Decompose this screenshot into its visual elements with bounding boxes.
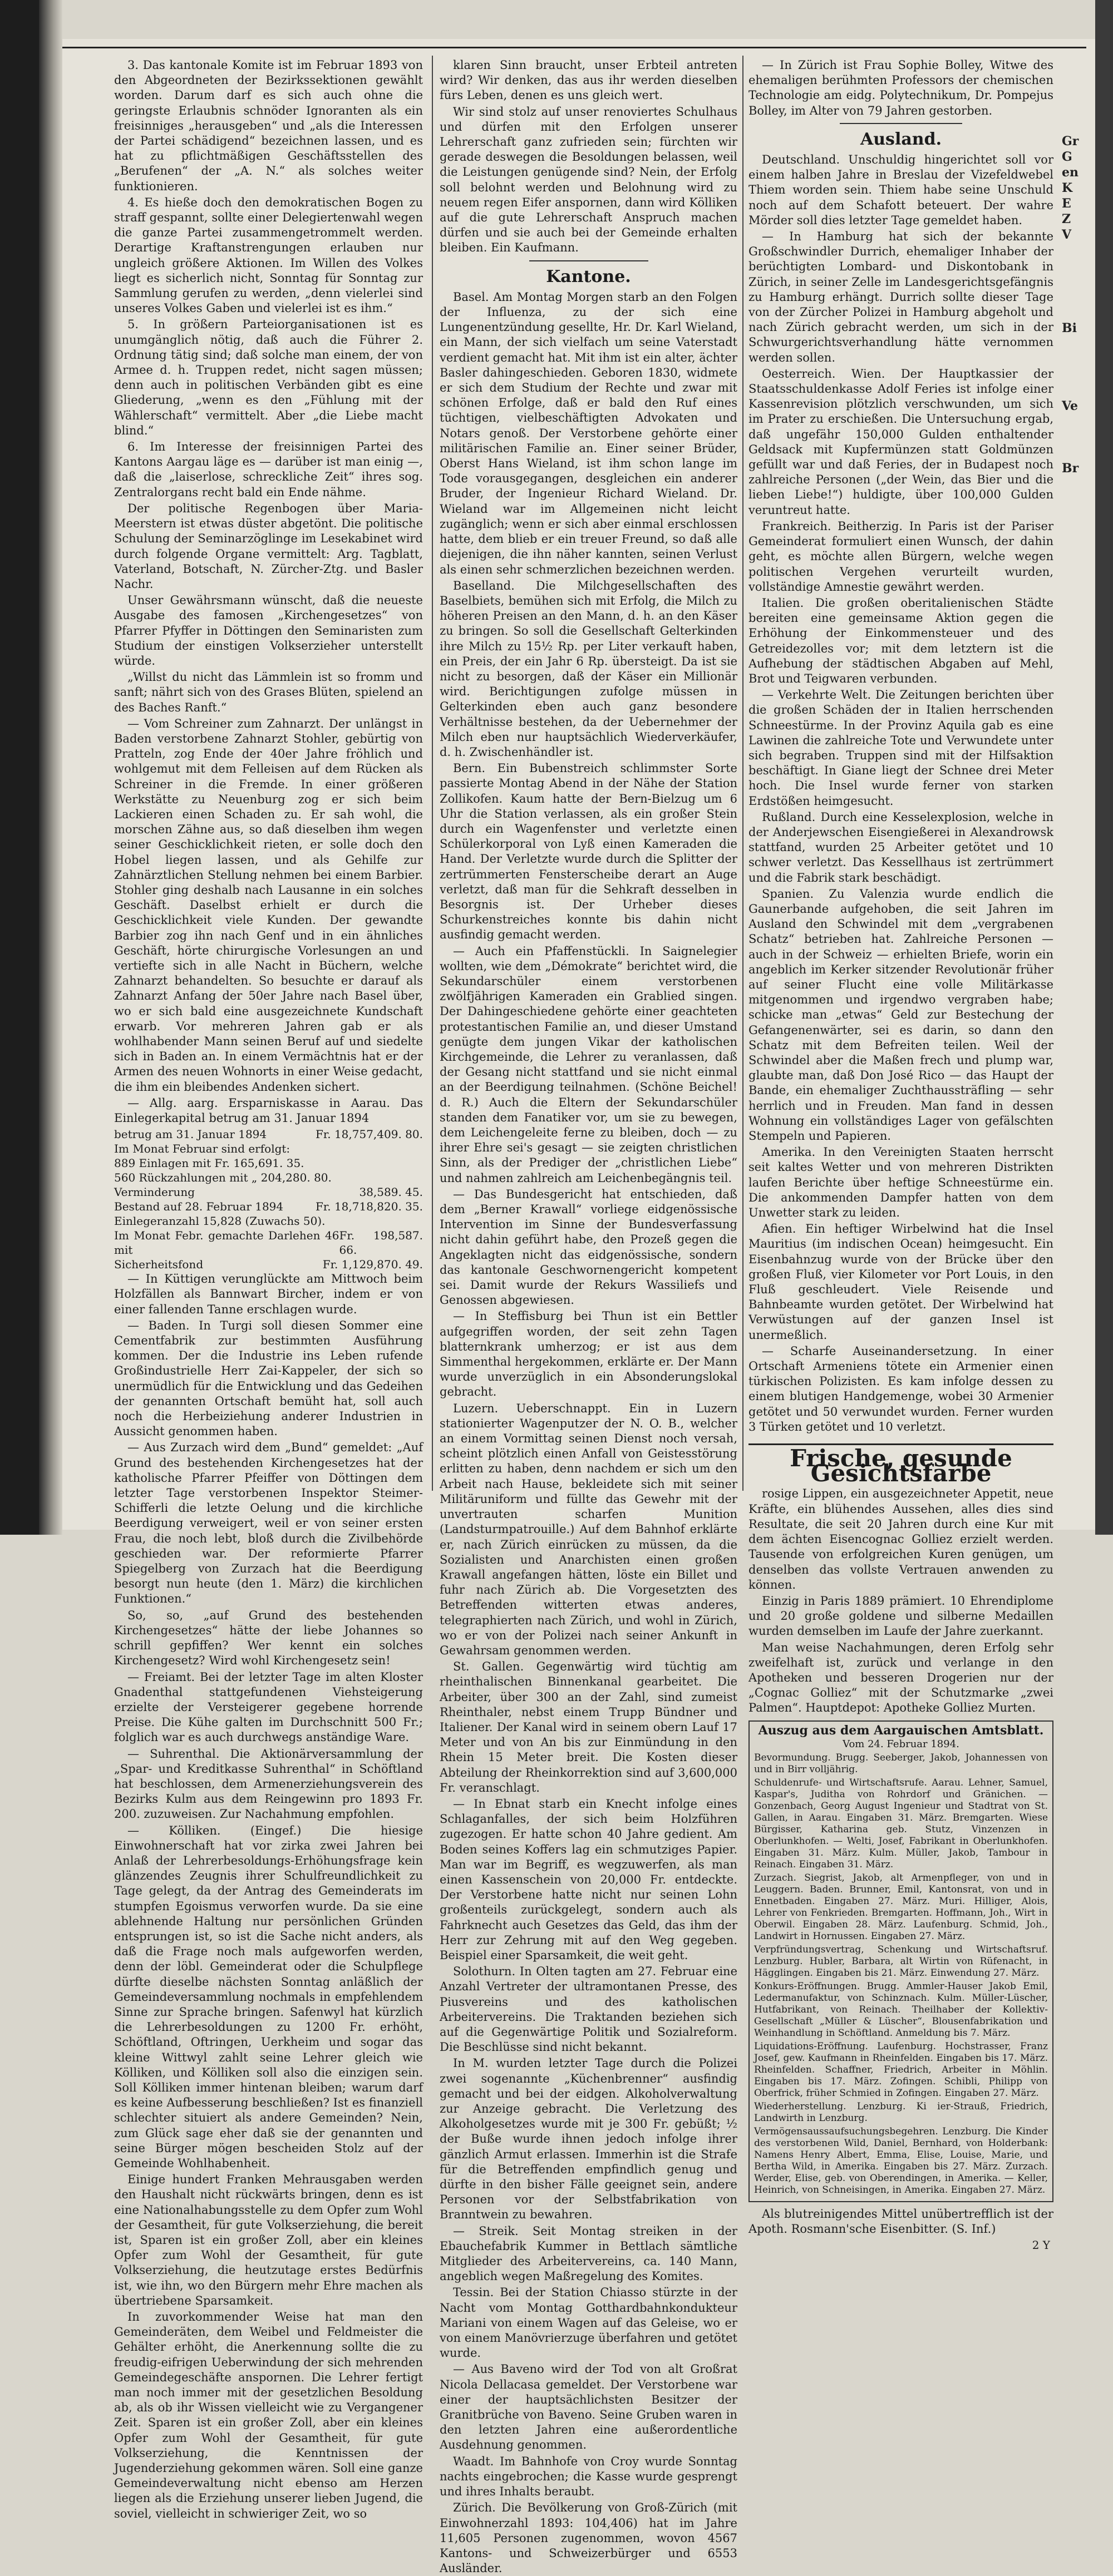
paragraph: 6. Im Interesse der freisinnigen Partei des Kantons Aargau läge es — darüber ist man einig —, daß die „laiserlose, schreckliche Zeit“ ihres sog. Zentralorgans recht bald ein Ende nähme. <box>114 440 423 499</box>
column-1 <box>114 58 423 2520</box>
amtsblatt-title: Auszug aus dem Aargauischen Amtsblatt. <box>758 1723 1044 1738</box>
table-row <box>114 1257 423 1272</box>
adjacent-page-edge-text: Gr G en K E Z V Bi Ve Br <box>1062 134 1079 476</box>
table-row <box>114 1156 423 1170</box>
paragraph: — In Ebnat starb ein Knecht infolge eines Schlaganfalles, der sich beim Holzführen zugezogen. Er hatte schon 40 Jahre gedient. Am Boden seines Koffers lag ein schmutziges Papier. Man war im Begriff, es wegzuwerfen, als man einen Kassenschein von 20,000 Fr. entdeckte. Der Verstorbene hatte nicht nur seinen Lohn großenteils zurückgelegt, sondern auch als Fahrknecht auch Gesetzes das Geld, das ihm der Herr zur Zehrung mit auf den Weg gegeben. Beispiel einer Sparsamkeit, die weit geht. <box>440 1797 737 1962</box>
table-row <box>114 1228 423 1257</box>
section-heading: Kantone. <box>546 266 631 286</box>
table-row <box>114 1214 423 1228</box>
paragraph: — Das Bundesgericht hat entschieden, daß dem „Berner Krawall“ vorliege eidgenössische Intervention im Sinne der Bundesverfassung nicht dahin geführt habe, den Prozeß gegen die Angeklagten nicht das eidgenössische, sondern das kantonale Geschwornengericht kompetent sei. Damit wurde der Rekurs Wassiliefs und Genossen abgewiesen. <box>440 1187 737 1307</box>
paragraph: — Aus Zurzach wird dem „Bund“ gemeldet: „Auf Grund des bestehenden Kirchengesetzes hat der katholische Pfarrer Pfeiffer von Döttingen dem letzter Tage verstorbenen Inspektor Steimer-Schifferli die letzte Oelung und die kirchliche Beerdigung verweigert, weil er von seiner ersten Frau, die noch lebt, bloß durch die Zivilbehörde geschieden war. Der reformierte Pfarrer Spiegelberg von Zurzach hat die Beerdigung besorgt nun heute (den 1. März) die kirchlichen Funktionen.“ <box>114 1441 423 1606</box>
amtsblatt-date: Vom 24. Februar 1894. <box>843 1738 959 1750</box>
paragraph: — Verkehrte Welt. Die Zeitungen berichten über die großen Schäden der in Italien herrschenden Schneestürme. In der Provinz Aquila gab es eine Lawinen die zahlreiche Tote und Verwundete unter sich begraben. Truppen sind mit der Hilfsaktion beschäftigt. In Giane liegt der Schnee drei Meter hoch. Die Insel wurde ferner von starken Erdstößen heimgesucht. <box>748 688 1053 808</box>
top-rule <box>62 47 1086 48</box>
paragraph: — Auch ein Pfaffenstückli. In Saignelegier wollten, wie dem „Démokrate“ berichtet wird, die Sekundarschüler einem verstorbenen zwölfjährigen Kameraden ein Grablied singen. Der Dahingeschiedene gehörte einer geachteten protestantischen Familie an, und dieser Umstand genügte dem jungen Vikar der katholischen Kirchgemeinde, die Lehrer zu veranlassen, daß der Gesang nicht stattfand und sie nicht einmal an der Beerdigung teilnahmen. (Schöne Beichel! d. R.) Auch die Eltern der Sekundarschüler standen dem Fanatiker vor, um sie zu bewegen, dem Leichengeleite ferne zu bleiben, doch — zu ihrer Ehre sei's gesagt — sie zeigten christlichen Sinn, als der Prediger der „christlichen Liebe“ und nahmen zahlreich am Leichenbegängnis teil. <box>440 944 737 1185</box>
table-cell: Einlegeranzahl 15,828 (Zuwachs 50). <box>114 1214 326 1228</box>
amtsblatt-entry: Konkurs-Eröffnungen. Brugg. Ammler-Hauser Jakob Emil, Ledermanufaktur, von Schinznach. Kulm. Müller-Lüscher, Hutfabrikant, von Reinach. Theilhaber der Kollektiv-Gesellschaft „Müller & Lüscher“, Blousenfabrikation und Weinhandlung in Schöftland. Anmeldung bis 7. März. <box>754 1980 1048 2039</box>
paragraph: 3. Das kantonale Komite ist im Februar 1893 von den Abgeordneten der Bezirkssektionen gewählt worden. Darum darf es sich auch ohne die geringste Erlaubnis schnöder Ignoranten als ein freisinniges „herausgeben“ und „als die Interessen der Partei schädigend“ bezeichnen lassen, und es hat zu pflichtmäßigen Geschäftsstellen des „Berufenen“ der „A. N.“ als solches weiter funktionieren. <box>114 58 423 193</box>
table-row <box>114 1199 423 1214</box>
section-divider <box>529 260 648 261</box>
paragraph: Bern. Ein Bubenstreich schlimmster Sorte passierte Montag Abend in der Nähe der Station Zollikofen. Kaum hatte der Bern-Bielzug um 6 Uhr die Station verlassen, als ein großer Stein durch ein Wagenfenster und verletzte einen Schülerkorporal von Lyß einen Kameraden die Hand. Der Verletzte wurde durch die Splitter der zertrümmerten Fensterscheibe derart an Auge verletzt, daß man für die Sehkraft desselben in Besorgnis ist. Der Urheber dieses Schurkenstreiches konnte bis dahin nicht ausfindig gemacht werden. <box>440 762 737 942</box>
paragraph: — In Zürich ist Frau Sophie Bolley, Witwe des ehemaligen berühmten Professors der chemischen Technologie am eidg. Polytechnikum, Dr. Pompejus Bolley, im Alter von 79 Jahren gestorben. <box>748 58 1053 117</box>
paragraph: Waadt. Im Bahnhofe von Croy wurde Sonntag nachts eingebrochen; die Kasse wurde gesprengt und ihres Inhalts beraubt. <box>440 2454 737 2499</box>
amtsblatt-entry: Bevormundung. Brugg. Seeberger, Jakob, Johannessen von und in Birr volljährig. <box>754 1752 1048 1775</box>
paragraph: — Aus Baveno wird der Tod von alt Großrat Nicola Dellacasa gemeldet. Der Verstorbene war einer der hauptsächlichsten Besitzer der Granitbrüche von Baveno. Seine Gruben waren in den letzten Jahren eine außerordentliche Ausdehnung genommen. <box>440 2362 737 2452</box>
paragraph: Oesterreich. Wien. Der Hauptkassier der Staatsschuldenkasse Adolf Feries ist infolge einer Kassenrevision plötzlich verschwunden, um sich im Prater zu erschießen. Die Untersuchung ergab, daß ungefähr 150,000 Gulden enthaltender Geldsack mit Kupfermünzen statt Goldmünzen gefüllt war und daß Feries, der in Budapest noch zahlreiche Personen („der Wein, das Bier und die lieben Liebe!“) huldigte, über 100,000 Gulden veruntreut hatte. <box>748 367 1053 517</box>
savings-table <box>114 1127 423 1272</box>
paragraph: — Baden. In Turgi soll diesen Sommer eine Cementfabrik zur bestimmten Ausführung kommen. Der die Industrie ins Leben rufende Großindustrielle Herr Zai-Kappeler, der sich so unermüdlich für die Entwicklung und das Gedeihen der genannten Ortschaft bemüht hat, soll auch noch die Herbeiziehung anderer Industrien in Aussicht genommen haben. <box>114 1318 423 1438</box>
paragraph: 4. Es hieße doch den demokratischen Bogen zu straff gespannt, sollte einer Delegiertenwahl wegen die ganze Partei zusammengetrommelt werden. Derartige Kraftanstrengungen erlauben nur ungleich größere Aktionen. Im Willen des Volkes liegt es sicherlich nicht, Sonntag für Sonntag zur Sammlung gerufen zu werden, „denn vielerlei sind unseres Volkes Gaben und vielerlei ist es ihm.“ <box>114 195 423 315</box>
table-row <box>114 1127 423 1141</box>
page-mark: 2 Y <box>1032 2238 1050 2252</box>
paragraph: Rußland. Durch eine Kesselexplosion, welche in der Anderjewschen Eisengießerei in Alexandrowsk stattfand, wurden 25 Arbeiter getötet und 10 schwer verletzt. Das Kessellhaus ist zertrümmert und die Fabrik stark beschädigt. <box>748 810 1053 884</box>
paragraph: — Kölliken. (Eingef.) Die hiesige Einwohnerschaft hat vor zirka zwei Jahren bei Anlaß der Lehrerbesoldungs-Erhöhungsfrage kein glänzendes Zeugnis ihrer Schulfreundlichkeit zu Tage gelegt, da der Antrag des Gemeinderats im stumpfen Egoismus verworfen wurde. Da sie eine ablehnende Haltung nur persönlichen Gründen entsprungen ist, so ist die Sache nicht anders, als daß die Frage noch mals aufgeworfen werden, denn der löbl. Gemeinderat oder die Schulpflege dürfte dieselbe nächsten Sonntag anläßlich der Gemeindeversammlung nochmals in empfehlendem Sinne zur Sprache bringen. Safenwyl hat kürzlich die Lehrerbesoldungen zu 1200 Fr. erhöht, Schöftland, Oftringen, Uerkheim und sogar das kleine Wittwyl zahlt seine Lehrer gleich wie Kölliken, und Kölliken soll also die einzigen sein. Soll Kölliken immer hintenan bleiben; warum darf es keine Aufbesserung beschließen? Ist es finanziell schlechter situiert als andere Gemeinden? Nein, zum Glück sage eher daß sie der genannten und seine Bürger mögen bescheiden Stolz auf der Gemeinde Wohlhabenheit. <box>114 1823 423 2170</box>
table-cell: Fr. 18,757,409. 80. <box>316 1128 423 1141</box>
table-cell: Fr. 18,718,820. 35. <box>316 1200 423 1214</box>
paragraph: — Suhrenthal. Die Aktionärversammlung der „Spar- und Kreditkasse Suhrenthal“ in Schöftland hat beschlossen, dem Armenerziehungsverein des Bezirks Kulm aus dem Reingewinn pro 1893 Fr. 200. zuzuweisen. Zur Nachahmung empfohlen. <box>114 1747 423 1821</box>
amtsblatt-entry: Zurzach. Siegrist, Jakob, alt Armenpfleger, von und in Leuggern. Baden. Brunner, Emil, Kantonsrat, von und in Ennetbaden. Eingaben 27. März. Muri. Hilliger, Alois, Lehrer von Fenkrieden. Bremgarten. Hoffmann, Joh., Wirt in Oberwil. Eingaben 28. März. Laufenburg. Schmid, Joh., Landwirt in Hornussen. Eingaben 27. März. <box>754 1872 1048 1942</box>
table-cell: 38,589. 45. <box>359 1185 423 1199</box>
paragraph: Baselland. Die Milchgesellschaften des Baselbiets, bemühen sich mit Erfolg, die Milch zu höheren Preisen an den Mann, d. h. an den Käser zu bringen. So soll die Gesellschaft Gelterkinden ihre Milch zu 15½ Rp. per Liter verkauft haben, ein Preis, der ein Jahr 6 Rp. übersteigt. Da ist sie nicht zu besorgen, daß der Käser ein Millionär wird. Berichtigungen zufolge müssen in Gelterkinden eben auch ganz besondere Verhältnisse bestehen, da der Uebernehmer der Milch eben nur hauptsächlich Wiederverkäufer, d. h. Zwischenhändler ist. <box>440 579 737 759</box>
paragraph: Luzern. Ueberschnappt. Ein in Luzern stationierter Wagenputzer der N. O. B., welcher an einem Vormittag seinen Dienst noch versah, scheint plötzlich einen Anfall von Geistesstörung erlitten zu haben, denn nachdem er sich um den Arbeit nach Hause, bekleidete sich mit seiner Militäruniform und füllte das Gewehr mit der unvertrauten scharfen Munition (Landsturmpatrouille.) Auf dem Bahnhof erklärte er, nach Zürich einrücken zu müssen, da die Sozialisten und Anarchisten einen großen Krawall angefangen hätten, löste ein Billet und fuhr nach Zürich ab. Die Vorgesetzten des Betreffenden witterten etwas anderes, telegraphierten nach Zürich, und wohl in Zürich, wo er von der Polizei nach seiner Ankunft in Gewahrsam genommen werden. <box>440 1401 737 1657</box>
paragraph: Basel. Am Montag Morgen starb an den Folgen der Influenza, zu der sich eine Lungenentzündung gesellte, Hr. Dr. Karl Wieland, ein Mann, der sich vielfach um seine Vaterstadt verdient gemacht hat. Mit ihm ist ein alter, ächter Basler dahingeschieden. Geboren 1830, widmete er sich dem Studium der Rechte und zwar mit schönen Erfolge, daß er bald den Ruf eines tüchtigen, vielbeschäftigten Advokaten und Notars genoß. Der Verstorbene gehörte einer militärischen Familie an. Einer seiner Brüder, Oberst Hans Wieland, ist ihm schon lange im Tode vorausgegangen, desgleichen ein anderer Bruder, der Ingenieur Richard Wieland. Dr. Wieland war im Allgemeinen nicht leicht zugänglich; wenn er sich aber einmal erschlossen hatte, dem blieb er ein treuer Freund, so daß alle diejenigen, die ihn näher kannten, seinen Verlust als einen sehr schmerzlichen bezeichnen werden. <box>440 290 737 576</box>
advertisement-text: rosige Lippen, ein ausgezeichneter Appetit, neue Kräfte, ein blühendes Aussehen, alles dies sind Resultate, die seit 20 Jahren durch eine Kur mit dem ächten Eisencognac Golliez erzielt werden. Tausende von erfolgreichen Kuren genügen, um denselben das vollste Vertrauen anwenden zu können. <box>748 1487 1053 1591</box>
table-row <box>114 1141 423 1156</box>
paragraph: 5. In größern Parteiorganisationen ist es unumgänglich nötig, daß auch die Führer 2. Ordnung tätig sind; daß solche man einem, der von Armee d. h. Truppen redet, nicht sagen müssen; denn auch in politischen Verbänden gibt es eine Gliederung, „wenn es den „Fühlung mit der Wählerschaft“ vermittelt. Aber „die Liebe macht blind.“ <box>114 318 423 437</box>
paragraph: In zuvorkommender Weise hat man den Gemeinderäten, dem Weibel und Feldmeister die Gehälter erhöht, die Anerkennung sollte die zu freudig-eifrigen Ueberwindung der sich mehrenden Gemeindegeschäfte anspornen. Die Lehrer fertigt man noch immer mit der gesetzlichen Besoldung ab, als ob ihr Wissen vielleicht wie zu Vergangener Zeit. Sparen ist ein großer Zoll, aber ein kleines Opfer zum Wohl der Gesamtheit, für gute Volkserziehung, die Kenntnissen der Jugenderziehung gekommen wären. Soll eine ganze Gemeindeverwaltung nicht ebenso am Herzen liegen als die Erziehung unserer lieben Jugend, die soviel, vielleicht in schwieriger Zeit, wo so <box>114 2310 423 2520</box>
paragraph: Tessin. Bei der Station Chiasso stürzte in der Nacht vom Montag Gotthardbahnkondukteur Mariani von einem Wagen auf das Geleise, wo er von einem Manövrierzuge überfahren und getötet wurde. <box>440 2286 737 2360</box>
paragraph: In M. wurden letzter Tage durch die Polizei zwei sogenannte „Küchenbrenner“ ausfindig gemacht und bei der eidgen. Alkoholverwaltung zur Anzeige gebracht. Die Verletzung des Alkoholgesetzes wurde mit je 300 Fr. gebüßt; ½ der Buße wurde ihnen jedoch infolge ihrer gänzlich Armut erlassen. Immerhin ist die Strafe für die Betreffenden empfindlich genug und dürfte in den bisher Fälle geeignet sein, andere Personen vor der Selbstfabrikation von Branntwein zu bewahren. <box>440 2056 737 2222</box>
paragraph: Spanien. Zu Valenzia wurde endlich die Gaunerbande aufgehoben, die seit Jahren im Ausland den Schwindel mit dem „vergrabenen Schatz“ betrieben hat. Zahlreiche Personen — auch in der Schweiz — erhielten Briefe, worin ein angeblich im Kerker sitzender Revolutionär früher auf seiner Flucht eine volle Militärkasse mitgenommen und irgendwo vergraben habe; schicke man „etwas“ Geld zur Bestechung der Gefangenenwärter, sei es darin, so dann den Schatz mit dem Befreiten teilen. Weil der Schwindel aber die Maßen frech und plump war, glaubte man, daß Don José Rico — das Haupt der Bande, ein ehemaliger Zuchthaussträfling — sehr herrlich und in Freuden. Man fand in dessen Wohnung ein vollständiges Lager von gefälschten Stempeln und Papieren. <box>748 887 1053 1143</box>
paragraph: klaren Sinn braucht, unser Erbteil antreten wird? Wir denken, das aus ihr werden dieselben fürs Leben, denen es uns gleich wert. <box>440 58 737 102</box>
amtsblatt-entry: Liquidations-Eröffnung. Laufenburg. Hochstrasser, Franz Josef, gew. Kaufmann in Rheinfelden. Eingaben bis 17. März. Rheinfelden. Schaffner, Friedrich, Arbeiter in Möhlin. Eingaben bis 17. März. Zofingen. Schibli, Philipp von Oberfrick, früher Schmied in Zofingen. Eingaben 27. März. <box>754 2040 1048 2099</box>
paragraph: Deutschland. Unschuldig hingerichtet soll vor einem halben Jahre in Breslau der Vizefeldwebel Thiem worden sein. Thiem habe seine Unschuld noch auf dem Schafott beteuert. Der wahre Mörder soll dies letzter Tage gemeldet haben. <box>748 153 1053 227</box>
table-cell: 889 Einlagen mit Fr. 165,691. 35. <box>114 1156 304 1170</box>
amtsblatt-entry: Vermögensaussaufsuchungsbegehren. Lenzburg. Die Kinder des verstorbenen Wild, Daniel, Bernhard, von Holderbank: Namens Henry Albert, Emma, Elise, Louise, Marie, und Bertha Wild, in Amerika. Eingaben bis 27. März. Zurzach. Werder, Elise, geb. von Oberendingen, in Amerika. — Keller, Heinrich, von Schneisingen, in Amerika. Eingaben 27. März. <box>754 2125 1048 2196</box>
section-heading: Ausland. <box>860 129 942 149</box>
amtsblatt-entry: Schuldenrufe- und Wirtschaftsrufe. Aarau. Lehner, Samuel, Kaspar's, Juditha von Rohrdorf und Gränichen. — Gonzenbach, Georg August Ingenieur und Stadtrat von St. Gallen, in Aarau. Eingaben 31. März. Bremgarten. Wiese Bürgisser, Katharina geb. Stutz, Vinzenzen in Oberlunkhofen. — Welti, Josef, Fabrikant in Oberlunkhofen. Eingaben 31. März. Kulm. Müller, Jakob, Tambour in Reinach. Eingaben 31. März. <box>754 1777 1048 1870</box>
paragraph: — Allg. aarg. Ersparniskasse in Aarau. Das Einlegerkapital betrug am 31. Januar 1894 <box>114 1096 423 1125</box>
advertisement-text: Als blutreinigendes Mittel unübertrefflich ist der Apoth. Rosmann'sche Eisenbitter. (S. Inf.) <box>748 2207 1053 2236</box>
column-2 <box>440 58 737 2575</box>
table-row <box>114 1170 423 1185</box>
section-divider <box>840 123 962 124</box>
amtsblatt-entry: Verpfründungsvertrag, Schenkung und Wirtschaftsruf. Lenzburg. Hubler, Barbara, alt Wirtin von Rüfenacht, in Hägglingen. Eingaben bis 21. März. Einwendung 27. März. <box>754 1944 1048 1979</box>
column-rule-1 <box>432 56 433 1491</box>
binding-shadow <box>39 0 62 1535</box>
advertisement-text: Einzig in Paris 1889 prämiert. 10 Ehrendiplome und 20 große goldene und silberne Medaillen wurden demselben im Laufe der Jahre zuerkannt. <box>748 1594 1053 1638</box>
paragraph: St. Gallen. Gegenwärtig wird tüchtig am rheinthalischen Binnenkanal gearbeitet. Die Arbeiter, über 300 an der Zahl, sind zumeist Rheinthaler, nebst einem Trupp Bündner und Italiener. Der Kanal wird in seinem obern Lauf 17 Meter und von An bis zur Einmündung in den Rhein 15 Meter breit. Die Kosten dieser Abteilung der Rheinkorrektion sind auf 3,600,000 Fr. veranschlagt. <box>440 1660 737 1794</box>
book-binding <box>0 0 39 1535</box>
paragraph: — Freiamt. Bei der letzter Tage im alten Kloster Gnadenthal stattgefundenen Viehsteigerung erzielte der Versteigerer gegebene horrende Preise. Die Kühe galten im Durchschnitt 500 Fr.; folglich war es auch durchwegs anständige Ware. <box>114 1670 423 1744</box>
paragraph: — In Küttigen verunglückte am Mittwoch beim Holzfällen als Bannwart Bircher, indem er von einer fallenden Tanne erschlagen wurde. <box>114 1272 423 1316</box>
paragraph: — In Steffisburg bei Thun ist ein Bettler aufgegriffen worden, der seit zehn Tagen blatternkrank umherzog; er ist aus dem Simmenthal hergekommen, erklärte er. Der Mann wurde unverzüglich in ein Absonderungslokal gebracht. <box>440 1309 737 1399</box>
paragraph: Amerika. In den Vereinigten Staaten herrscht seit kaltes Wetter und von mehreren Distrikten laufen Berichte über heftige Schneestürme ein. Die ankommenden Dampfer hatten von dem Unwetter stark zu leiden. <box>748 1145 1053 1220</box>
paragraph: — Vom Schreiner zum Zahnarzt. Der unlängst in Baden verstorbene Zahnarzt Stohler, gebürtig von Pratteln, zog Ende der 40er Jahre fröhlich und wohlgemut mit dem Felleisen auf dem Rücken als Schreiner in die Fremde. In einer größeren Werkstätte zu Neuenburg zog er sich beim Lackieren einen Schaden zu. Er sah wohl, die morschen Zähne aus, so daß dieselben ihm wegen seiner Geschicklichkeit rieten, er solle doch den Hobel liegen lassen, und als Gehilfe zur Zahnärztlichen Stellung nehmen bei einem Barbier. Stohler ging deshalb nach Lausanne in ein solches Geschäft. Daselbst erhielt er durch die Geschicklichkeit viele Kunden. Der gewandte Barbier zog ihn nach Genf und in ein ähnliches Geschäft, hörte chirurgische Vorlesungen an und vertiefte sich in alle Nacht in Büchern, welche Zahnarzt behandelten. So besuchte er darauf als Zahnarzt Anfang der 50er Jahre nach Basel über, wo er sich bald eine ausgezeichnete Kundschaft erwarb. Vor mehreren Jahren gab er als wohlhabender Mann seinen Beruf auf und siedelte sich in Baden an. In einem Vermächtnis hat er der Armen des neuen Wohnorts in einer Weise gedacht, die ihm ein bleibendes Andenken sichert. <box>114 716 423 1094</box>
paragraph: — Streik. Seit Montag streiken in der Ebauchefabrik Kummer in Bettlach sämtliche Mitglieder des Arbeitervereins, ca. 140 Mann, angeblich wegen Maßregelung des Komites. <box>440 2224 737 2283</box>
paragraph: Solothurn. In Olten tagten am 27. Februar eine Anzahl Vertreter der ultramontanen Presse, des Piusvereins und des katholischen Arbeitervereins. Die Traktanden beziehen sich auf die Gegenwärtige Politik und Sozialreform. Die Beschlüsse sind nicht bekannt. <box>440 1965 737 2054</box>
paragraph: — In Hamburg hat sich der bekannte Großschwindler Durrich, ehemaliger Inhaber der berüchtigten Lombard- und Diskontobank in Zürich, in seiner Zelle im Landesgerichtsgefängnis zu Hamburg erhängt. Durrich sollte dieser Tage von der Zürcher Polizei in Hamburg abgeholt und nach Zürich gebracht werden, um sich in der Schwurgerichtsverhandlung hätte vernommen werden sollen. <box>748 230 1053 364</box>
advertisement-text: Man weise Nachahmungen, deren Erfolg sehr zweifelhaft ist, zurück und verlange in den Apotheken und besseren Drogerien nur der „Cognac Golliez“ mit der Schutzmarke „zwei Palmen“. Hauptdepot: Apotheke Golliez Murten. <box>748 1640 1053 1715</box>
table-cell: Fr. 1,129,870. 49. <box>322 1258 423 1272</box>
paragraph: Der politische Regenbogen über Maria-Meerstern ist etwas düster abgetönt. Die politische Schulung der Seminarzöglinge im Lesekabinet wird durch folgende Organe vermittelt: Arg. Tagblatt, Vaterland, Botschaft, N. Zürcher-Ztg. und Basler Nachr. <box>114 501 423 591</box>
paragraph: Einige hundert Franken Mehrausgaben werden den Haushalt nicht rückwärts bringen, denn es ist eine Nationalhabungsstelle zu dem Opfer zum Wohl der Gesamtheit, für gute Volkserziehung, die bereit ist, Sparen ist ein großer Zoll, aber ein kleines Opfer zum Wohl der Gesamtheit, für gute Volkserziehung, die heutzutage erstes Bedürfnis ist, wie ihn, wo den Bürgern mehr Ehre machen als übertriebene Sparsamkeit. <box>114 2173 423 2307</box>
right-page-edge <box>1095 0 1113 1535</box>
table-cell: Im Monat Febr. gemachte Darlehen 46 mit <box>114 1229 339 1257</box>
table-cell: Sicherheitsfond <box>114 1258 204 1272</box>
table-row <box>114 1185 423 1199</box>
advertisement-heading: Frische, gesunde Gesichtsfarbe <box>748 1443 1053 1481</box>
paragraph: — Scharfe Auseinandersetzung. In einer Ortschaft Armeniens tötete ein Armenier einen türkischen Polizisten. Es kam infolge dessen zu einem blutigen Handgemenge, wobei 30 Armenier getötet und 50 verwundet wurden. Ferner wurden 3 Türken getötet und 10 verletzt. <box>748 1344 1053 1433</box>
paragraph: Italien. Die großen oberitalienischen Städte bereiten eine gemeinsame Aktion gegen die Erhöhung der Einkommensteuer und des Getreidezolles vor; mit dem letztern ist die Aufhebung der städtischen Abgaben auf Mehl, Brot und Teigwaren verbunden. <box>748 596 1053 685</box>
table-cell: betrug am 31. Januar 1894 <box>114 1128 267 1141</box>
paragraph: Frankreich. Beitherzig. In Paris ist der Pariser Gemeinderat formuliert einen Wunsch, der dahin geht, es möchte allen Bürgern, welche wegen politischen Vergehen verurteilt wurden, vollständige Amnestie gewährt werden. <box>748 519 1053 594</box>
table-cell: Im Monat Februar sind erfolgt: <box>114 1142 290 1156</box>
paragraph: Wir sind stolz auf unser renoviertes Schulhaus und dürfen mit den Erfolgen unserer Lehrerschaft ganz zufrieden sein; fürchten wir gerade deswegen die Besoldungen belassen, weil die Leistungen genügende sind? Nein, der Erfolg soll belohnt werden und Belohnung wird zu neuem regen Eifer anspornen, dann wird Kölliken auf die gute Lehrerschaft Anspruch machen dürfen und sie auch bei der Gemeinde erhalten bleiben. Ein Kaufmann. <box>440 105 737 255</box>
paragraph: So, so, „auf Grund des bestehenden Kirchengesetzes“ hätte der liebe Johannes so schrill gepfiffen? Wer kennt ein solches Kirchengesetz? Wird wohl Kirchengesetz sein! <box>114 1608 423 1668</box>
column-3 <box>748 58 1053 2252</box>
table-cell: 560 Rückzahlungen mit „ 204,280. 80. <box>114 1171 332 1185</box>
paragraph: Afien. Ein heftiger Wirbelwind hat die Insel Mauritius (im indischen Ocean) heimgesucht. Ein Eisenbahnzug wurde von der Brücke über den großen Fluß, vier Kilometer vor Port Louis, in den Fluß geschleudert. Viele Reisende und Bahnbeamte wurden getötet. Der Wirbelwind hat Verwüstungen auf der ganzen Insel ist unermeßlich. <box>748 1222 1053 1342</box>
table-cell: Bestand auf 28. Februar 1894 <box>114 1200 284 1214</box>
table-cell: Verminderung <box>114 1185 195 1199</box>
paragraph: Zürich. Die Bevölkerung von Groß-Zürich (mit Einwohnerzahl 1893: 104,406) hat im Jahre 11,605 Personen zugenommen, wovon 4567 Kantons- und Schweizerbürger und 6553 Ausländer. <box>440 2501 737 2575</box>
amtsblatt-entry: Wiederherstellung. Lenzburg. Ki ier-Strauß, Friedrich, Landwirth in Lenzburg. <box>754 2100 1048 2124</box>
table-cell: Fr. 198,587. 66. <box>339 1229 423 1257</box>
paragraph: „Willst du nicht das Lämmlein ist so fromm und sanft; nährt sich von des Grases Blüten, spielend an des Baches Ranft.“ <box>114 670 423 714</box>
paragraph: Unser Gewährsmann wünscht, daß die neueste Ausgabe des famosen „Kirchengesetzes“ von Pfarrer Pfyffer in Döttingen den Seminaristen zum Studium der einstigen Volkserzieher unterstellt würde. <box>114 594 423 668</box>
amtsblatt-box <box>748 1720 1053 2202</box>
column-rule-2 <box>742 56 743 1491</box>
